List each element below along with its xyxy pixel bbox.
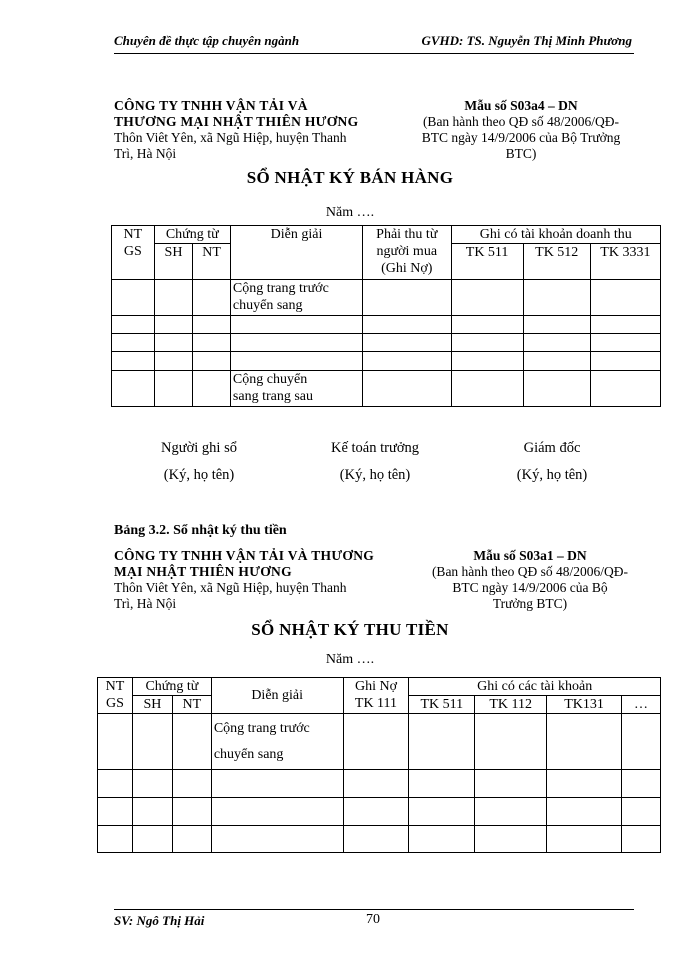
table-row <box>112 316 661 334</box>
col-nt: NT <box>172 696 211 714</box>
col-tk511: TK 511 <box>451 244 523 280</box>
col-nt: NT <box>193 244 231 280</box>
table-row <box>112 352 661 371</box>
form2-line3: Trưởng BTC) <box>492 596 568 611</box>
page-number: 70 <box>366 912 380 927</box>
header-rule <box>114 53 634 54</box>
col-sh: SH <box>154 244 193 280</box>
form-line1: (Ban hành theo QĐ số 48/2006/QĐ- <box>422 114 620 129</box>
form-block-2 <box>414 548 646 612</box>
company-address-line2: Trì, Hà Nội <box>114 146 177 161</box>
company-block-1 <box>114 98 414 162</box>
company2-address-line2: Trì, Hà Nội <box>114 596 177 611</box>
company2-name-line1: CÔNG TY TNHH VẬN TẢI VÀ THƯƠNG <box>114 548 375 563</box>
col-diengiai: Diễn giải <box>211 678 343 714</box>
col-ghino: Ghi Nợ TK 111 <box>343 678 409 714</box>
col-ntgs: NT GS <box>112 226 155 280</box>
form2-number: Mẫu số S03a1 – DN <box>473 548 587 563</box>
col-ghico: Ghi có các tài khoản <box>409 678 661 696</box>
company-name-line1: CÔNG TY TNHH VẬN TẢI VÀ <box>114 98 308 113</box>
table-header-row <box>112 226 661 244</box>
table-row <box>98 826 661 853</box>
table-row <box>112 280 661 316</box>
company-block-2 <box>114 548 414 612</box>
running-header <box>114 33 632 51</box>
signature-accountant: Người ghi sổ (Ký, họ tên) <box>161 440 237 483</box>
col-ntgs: NT GS <box>98 678 133 714</box>
col-ghico: Ghi có tài khoản doanh thu <box>451 226 660 244</box>
table-header-row <box>98 678 661 696</box>
page-title-sales-journal: SỔ NHẬT KÝ BÁN HÀNG <box>246 168 454 187</box>
sales-journal-table <box>111 225 661 407</box>
table-row <box>112 334 661 352</box>
col-sh: SH <box>132 696 172 714</box>
company-address-line1: Thôn Viêt Yên, xã Ngũ Hiệp, huyện Thanh <box>114 130 347 145</box>
col-tk512: TK 512 <box>523 244 590 280</box>
year-label-2: Năm …. <box>325 652 375 667</box>
signature-chief-accountant: Kế toán trưởng (Ký, họ tên) <box>330 440 419 483</box>
col-tk112: TK 112 <box>475 696 547 714</box>
form-block-1 <box>405 98 637 162</box>
year-label-1: Năm …. <box>325 205 375 220</box>
form-line3: BTC) <box>505 146 537 161</box>
col-tk131: TK131 <box>547 696 622 714</box>
col-diengiai: Diễn giải <box>230 226 362 280</box>
row-carried-forward: Cộng trang trước chuyển sang <box>230 280 362 316</box>
company2-name-line2: MẠI NHẬT THIÊN HƯƠNG <box>114 564 292 579</box>
cash-journal-table <box>97 677 661 853</box>
table-caption-3-2: Bảng 3.2. Sổ nhật ký thu tiền <box>114 523 287 538</box>
company2-address-line1: Thôn Viêt Yên, xã Ngũ Hiệp, huyện Thanh <box>114 580 347 595</box>
col-phaithu: Phải thu từ người mua (Ghi Nợ) <box>363 226 451 280</box>
form2-line1: (Ban hành theo QĐ số 48/2006/QĐ- <box>431 564 629 579</box>
company-name-line2: THƯƠNG MẠI NHẬT THIÊN HƯƠNG <box>114 114 359 129</box>
form-number: Mẫu số S03a4 – DN <box>464 98 578 113</box>
col-chungtu: Chứng từ <box>132 678 211 696</box>
footer-rule <box>114 909 634 910</box>
table-row <box>98 770 661 798</box>
row-carried-forward: Cộng trang trước chuyển sang <box>211 714 343 770</box>
col-more: … <box>621 696 660 714</box>
table-row <box>98 798 661 826</box>
col-tk511: TK 511 <box>409 696 475 714</box>
signature-director: Giám đốc (Ký, họ tên) <box>516 440 588 483</box>
header-left: Chuyên đề thực tập chuyên ngành <box>114 33 300 48</box>
col-chungtu: Chứng từ <box>154 226 230 244</box>
header-right: GVHD: TS. Nguyễn Thị Minh Phương <box>421 33 632 48</box>
table-row <box>112 371 661 407</box>
form2-line2: BTC ngày 14/9/2006 của Bộ <box>452 580 608 595</box>
form-line2: BTC ngày 14/9/2006 của Bộ Trưởng <box>421 130 621 145</box>
page-title-cash-journal: SỔ NHẬT KÝ THU TIỀN <box>251 620 449 639</box>
row-carried-next: Cộng chuyển sang trang sau <box>230 371 362 407</box>
footer-student: SV: Ngô Thị Hải <box>114 913 205 928</box>
table-row <box>98 714 661 770</box>
col-tk3331: TK 3331 <box>590 244 660 280</box>
